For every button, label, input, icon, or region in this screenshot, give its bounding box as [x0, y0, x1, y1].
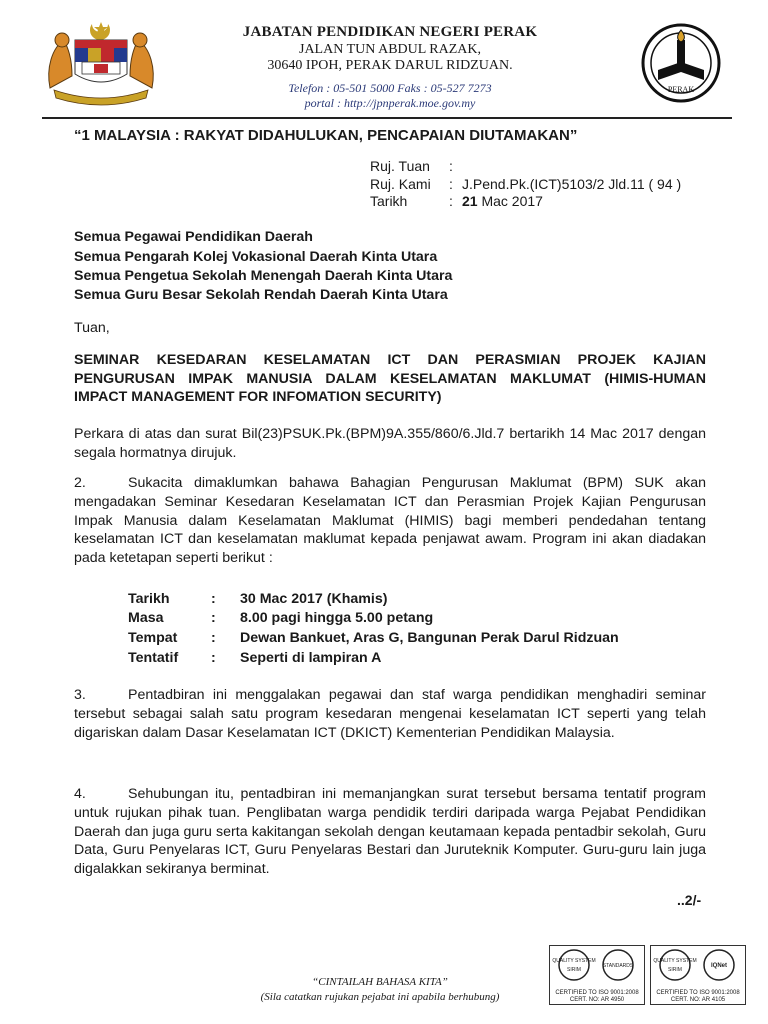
paragraph-number: 2. [74, 475, 86, 491]
page-continuation: ..2/- [677, 892, 702, 908]
letterhead-address-line1: JALAN TUN ABDUL RAZAK, [299, 42, 481, 57]
detail-value: 30 Mac 2017 (Khamis) [240, 591, 388, 607]
recipient-line: Semua Pengetua Sekolah Menengah Daerah Kinta Utara [74, 268, 453, 284]
jpn-perak-logo [640, 22, 722, 104]
paragraph-text: Pentadbiran ini menggalakan pegawai dan staf warga pendidikan menghadiri seminar tersebut sebagai salah satu program kesedaran mengenai keselamatan ICT seperti yang telah digariskan dalam Dasar Keselamatan ICT (DKICT) Kementerian Pendidikan Malaysia. [74, 687, 706, 741]
detail-colon: : [211, 610, 216, 626]
subject-heading: SEMINAR KESEDARAN KESELAMATAN ICT DAN PERASMIAN PROJEK KAJIAN PENGURUSAN IMPAK MANUSIA DALAM KESELAMATAN MAKLUMAT (HIMIS-HUMAN IMPACT MANAGEMENT FOR INFOMATION SECURITY) [74, 352, 706, 406]
ref-date-label: Tarikh [370, 193, 408, 209]
paragraph-3 [74, 686, 706, 742]
sirim-quality-icon [550, 946, 643, 986]
footer-note: (Sila catatkan rujukan pejabat ini apabila berhubung) [260, 991, 500, 1003]
recipient-line: Semua Pengarah Kolej Vokasional Daerah Kinta Utara [74, 249, 438, 265]
ref-tuan-colon: : [449, 158, 453, 174]
detail-label: Tentatif [128, 650, 179, 666]
detail-label: Masa [128, 610, 164, 626]
cert-caption: CERTIFIED TO ISO 9001:2008 CERT. NO: AR 4950 [555, 990, 639, 1003]
ref-date-colon: : [449, 193, 453, 209]
salutation: Tuan, [74, 320, 110, 336]
cert-mark-text: SIRIM [567, 967, 581, 973]
recipient-line: Semua Pegawai Pendidikan Daerah [74, 229, 313, 245]
certification-badge [650, 945, 746, 1005]
ref-kami-label: Ruj. Kami [370, 176, 431, 192]
cert-caption: CERTIFIED TO ISO 9001:2008 CERT. NO: AR 4105 [656, 990, 740, 1003]
ref-kami-value: J.Pend.Pk.(ICT)5103/2 Jld.11 ( 94 ) [462, 176, 682, 192]
malaysia-coat-of-arms-logo [42, 18, 160, 106]
cert-mark-text: STANDARDS [602, 963, 634, 969]
detail-label: Tarikh [128, 591, 170, 607]
ref-date-day: 21 [462, 193, 478, 209]
ref-kami-colon: : [449, 176, 453, 192]
paragraph-text: Sehubungan itu, pentadbiran ini memanjangkan surat tersebut bersama tentatif program untuk rujukan pihak tuan. Penglibatan warga pendidik terdiri daripada warga Pejabat Pendidikan Daerah dan juga guru serta kakitangan sekolah dengan keutamaan kepada pentadbir sekolah, Guru Data, Guru Penyelaras ICT, Guru Penyelaras Bestari dan Juruteknik Komputer. Guru-guru lain juga digalakkan sekiranya berminat. [74, 786, 706, 878]
intro-paragraph: Perkara di atas dan surat Bil(23)PSUK.Pk.(BPM)9A.355/860/6.Jld.7 bertarikh 14 Mac 2017 dengan segala hormatnya dirujuk. [74, 426, 706, 461]
letterhead-department: JABATAN PENDIDIKAN NEGERI PERAK [242, 24, 538, 40]
letterhead-address-line2: 30640 IPOH, PERAK DARUL RIDZUAN. [267, 58, 513, 73]
paragraph-4 [74, 785, 706, 879]
paragraph-2 [74, 474, 706, 568]
paragraph-text: Sukacita dimaklumkan bahawa Bahagian Pengurusan Maklumat (BPM) SUK akan mengadakan Seminar Kesedaran Keselamatan ICT dan Perasmian Projek Kajian Pengurusan Impak Manusia dalam Keselamatan Maklumat (HIMIS) bagi memberi pendedahan tentang keselamatan ICT dan keselamatan maklumat kepada penjawat awam. Program ini akan diadakan pada ketetapan seperti berikut : [74, 475, 706, 567]
paragraph-number: 3. [74, 687, 86, 703]
detail-value: Seperti di lampiran A [240, 650, 382, 666]
detail-label: Tempat [128, 630, 178, 646]
ref-date-value [462, 193, 543, 209]
ref-tuan-label: Ruj. Tuan [370, 158, 430, 174]
slogan: “1 MALAYSIA : RAKYAT DIDAHULUKAN, PENCAPAIAN DIUTAMAKAN” [74, 127, 578, 144]
cert-mark-text: QUALITY SYSTEM [552, 958, 596, 964]
cert-mark-text: IQNet [710, 963, 728, 969]
cert-mark-text: SIRIM [668, 967, 682, 973]
detail-colon: : [211, 591, 216, 607]
letterhead-portal: portal : http://jpnperak.moe.gov.my [304, 96, 476, 110]
detail-colon: : [211, 650, 216, 666]
recipient-line: Semua Guru Besar Sekolah Rendah Daerah Kinta Utara [74, 287, 448, 303]
letterhead-contact: Telefon : 05-501 5000 Faks : 05-527 7273 [288, 81, 492, 95]
iqnet-quality-icon [651, 946, 744, 986]
footer-motto: “CINTAILAH BAHASA KITA” [312, 976, 448, 988]
certification-badge [549, 945, 645, 1005]
header-divider [42, 117, 732, 119]
logo-caption: PERAK [667, 85, 695, 94]
detail-colon: : [211, 630, 216, 646]
paragraph-number: 4. [74, 786, 86, 802]
detail-value: Dewan Bankuet, Aras G, Bangunan Perak Darul Ridzuan [240, 630, 619, 646]
detail-value: 8.00 pagi hingga 5.00 petang [240, 610, 434, 626]
ref-date-month-year: Mac 2017 [477, 193, 543, 209]
cert-mark-text: QUALITY SYSTEM [653, 958, 697, 964]
